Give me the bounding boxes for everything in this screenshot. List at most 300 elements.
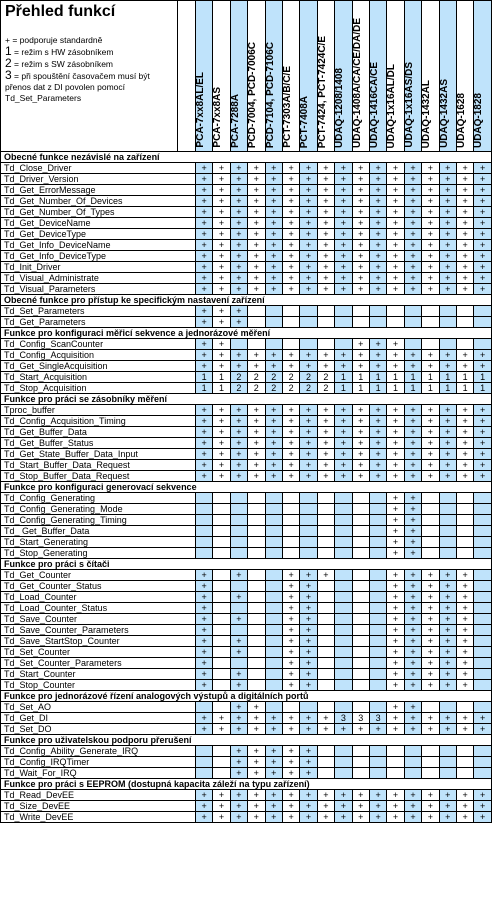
support-cell — [265, 680, 282, 691]
support-cell: + — [369, 471, 386, 482]
support-cell: + — [265, 196, 282, 207]
support-cell: + — [422, 614, 439, 625]
support-cell: + — [474, 416, 492, 427]
support-cell: + — [248, 438, 265, 449]
support-cell — [439, 339, 456, 350]
function-name: Td_Save_StartStop_Counter — [1, 636, 196, 647]
support-cell: + — [300, 416, 317, 427]
function-name: Td_Config_Acquisition_Timing — [1, 416, 196, 427]
support-cell — [300, 548, 317, 559]
support-cell — [369, 493, 386, 504]
support-cell — [456, 339, 473, 350]
support-cell: + — [265, 405, 282, 416]
support-cell: + — [387, 504, 404, 515]
support-cell: + — [248, 460, 265, 471]
function-name: Td_Get_Buffer_Status — [1, 438, 196, 449]
support-cell — [422, 746, 439, 757]
function-name: Td_Wait_For_IRQ — [1, 768, 196, 779]
support-cell — [300, 504, 317, 515]
support-cell: + — [387, 163, 404, 174]
support-cell — [474, 768, 492, 779]
support-cell: + — [230, 416, 247, 427]
support-cell: + — [230, 405, 247, 416]
table-row — [1, 361, 492, 372]
support-cell — [474, 493, 492, 504]
support-cell: + — [230, 449, 247, 460]
support-cell: + — [422, 713, 439, 724]
function-name: Td_Stop_Generating — [1, 548, 196, 559]
support-cell: + — [422, 284, 439, 295]
support-cell — [248, 614, 265, 625]
support-cell: + — [404, 251, 421, 262]
support-cell: + — [248, 163, 265, 174]
support-cell: + — [248, 174, 265, 185]
support-cell: + — [300, 427, 317, 438]
support-cell: + — [317, 801, 334, 812]
support-cell — [213, 647, 230, 658]
support-cell — [265, 515, 282, 526]
support-cell — [248, 537, 265, 548]
support-cell — [439, 317, 456, 328]
support-cell: + — [265, 438, 282, 449]
legend-text: = při spouštění časovačem musí být přenos dat z DI povolen pomocí Td_Set_Parameters — [5, 71, 150, 103]
support-cell — [439, 757, 456, 768]
support-cell: + — [474, 471, 492, 482]
support-cell: + — [335, 185, 352, 196]
support-cell: + — [456, 185, 473, 196]
support-cell — [439, 493, 456, 504]
support-cell: + — [300, 592, 317, 603]
support-cell — [352, 669, 369, 680]
support-cell — [422, 702, 439, 713]
support-cell: 1 — [352, 372, 369, 383]
column-header-label: UDAQ-1416CA/CE — [368, 61, 380, 148]
section-header-row — [1, 779, 492, 790]
support-cell — [456, 537, 473, 548]
support-cell: + — [369, 361, 386, 372]
support-cell: + — [335, 262, 352, 273]
support-cell: + — [352, 174, 369, 185]
support-cell — [369, 658, 386, 669]
support-cell: + — [352, 339, 369, 350]
support-cell: + — [387, 218, 404, 229]
support-cell: + — [230, 570, 247, 581]
support-cell: + — [230, 768, 247, 779]
support-cell: + — [195, 427, 212, 438]
support-cell: + — [474, 174, 492, 185]
support-cell: + — [195, 196, 212, 207]
support-cell: + — [352, 471, 369, 482]
support-cell: + — [422, 273, 439, 284]
support-cell — [282, 317, 299, 328]
support-cell: + — [369, 801, 386, 812]
support-cell: + — [439, 449, 456, 460]
function-name: Tproc_buffer — [1, 405, 196, 416]
support-cell: + — [195, 339, 212, 350]
support-cell: 1 — [439, 383, 456, 394]
support-cell — [422, 548, 439, 559]
support-cell: + — [439, 427, 456, 438]
support-cell — [369, 515, 386, 526]
function-name: Td_Get_ErrorMessage — [1, 185, 196, 196]
support-cell: + — [352, 284, 369, 295]
support-cell: + — [300, 669, 317, 680]
section-title: Obecné funkce nezávislé na zařízení — [1, 152, 492, 163]
support-cell: + — [265, 229, 282, 240]
support-cell: + — [282, 614, 299, 625]
table-row — [1, 746, 492, 757]
support-cell: + — [387, 801, 404, 812]
section-header-row — [1, 559, 492, 570]
support-cell — [335, 306, 352, 317]
support-cell: 1 — [335, 372, 352, 383]
support-cell: + — [230, 680, 247, 691]
table-row — [1, 713, 492, 724]
support-cell — [213, 768, 230, 779]
support-cell: + — [456, 163, 473, 174]
support-cell: + — [317, 174, 334, 185]
support-cell: + — [265, 185, 282, 196]
support-cell — [439, 537, 456, 548]
support-cell: 1 — [456, 383, 473, 394]
support-cell: + — [282, 273, 299, 284]
support-cell: + — [195, 438, 212, 449]
support-cell: + — [195, 812, 212, 823]
support-cell — [317, 625, 334, 636]
support-cell: + — [230, 592, 247, 603]
support-cell — [474, 504, 492, 515]
function-name: Td_Stop_Counter — [1, 680, 196, 691]
support-cell: + — [282, 636, 299, 647]
support-cell — [248, 306, 265, 317]
support-cell — [456, 515, 473, 526]
support-cell: + — [439, 240, 456, 251]
table-row — [1, 724, 492, 735]
support-cell: + — [230, 262, 247, 273]
column-header — [230, 1, 247, 152]
support-cell — [213, 680, 230, 691]
support-cell — [335, 548, 352, 559]
support-cell — [456, 306, 473, 317]
support-cell: + — [369, 405, 386, 416]
table-row — [1, 570, 492, 581]
support-cell — [474, 647, 492, 658]
support-cell: + — [195, 636, 212, 647]
support-cell: + — [300, 636, 317, 647]
support-cell: 2 — [230, 383, 247, 394]
table-row — [1, 702, 492, 713]
support-cell: + — [300, 229, 317, 240]
support-cell: + — [300, 438, 317, 449]
table-row — [1, 603, 492, 614]
support-cell: + — [474, 427, 492, 438]
support-cell: + — [456, 273, 473, 284]
support-cell — [248, 592, 265, 603]
function-name: Td_Read_DevEE — [1, 790, 196, 801]
support-cell: + — [282, 196, 299, 207]
support-cell: + — [439, 658, 456, 669]
table-row — [1, 196, 492, 207]
support-cell — [422, 537, 439, 548]
support-cell: + — [439, 218, 456, 229]
function-name: Td_Get_DeviceType — [1, 229, 196, 240]
support-cell — [369, 603, 386, 614]
support-cell: + — [404, 702, 421, 713]
support-cell: + — [422, 185, 439, 196]
support-cell: + — [439, 460, 456, 471]
support-cell: + — [265, 218, 282, 229]
support-cell — [335, 702, 352, 713]
table-row — [1, 647, 492, 658]
support-cell: + — [439, 724, 456, 735]
support-cell: + — [195, 647, 212, 658]
support-cell: + — [422, 229, 439, 240]
function-name: Td_Get_DeviceName — [1, 218, 196, 229]
support-cell: + — [265, 262, 282, 273]
support-cell: + — [282, 163, 299, 174]
support-cell — [195, 537, 212, 548]
table-row — [1, 240, 492, 251]
support-cell: + — [474, 801, 492, 812]
support-cell: + — [404, 812, 421, 823]
support-cell — [317, 493, 334, 504]
function-name: Td_Config_Generating_Timing — [1, 515, 196, 526]
support-cell: + — [300, 647, 317, 658]
support-cell — [282, 537, 299, 548]
support-cell — [474, 339, 492, 350]
function-name: Td_Config_ScanCounter — [1, 339, 196, 350]
legend-symbol: 3 — [5, 68, 12, 82]
support-cell: + — [230, 218, 247, 229]
table-row — [1, 680, 492, 691]
column-header — [213, 1, 230, 152]
support-cell: + — [265, 471, 282, 482]
support-cell — [352, 636, 369, 647]
table-row — [1, 636, 492, 647]
support-cell: + — [387, 548, 404, 559]
support-cell: + — [439, 713, 456, 724]
support-cell — [404, 306, 421, 317]
support-cell — [248, 515, 265, 526]
function-name: Td_Get_Number_Of_Types — [1, 207, 196, 218]
section-title: Funkce pro konfiguraci měřicí sekvence a jednorázové měření — [1, 328, 492, 339]
support-cell — [474, 757, 492, 768]
support-cell — [352, 658, 369, 669]
support-cell: + — [282, 757, 299, 768]
section-title: Funkce pro práci s čítači — [1, 559, 492, 570]
function-name: Td_Get_DI — [1, 713, 196, 724]
function-name: Td_Get_Counter_Status — [1, 581, 196, 592]
support-cell: + — [248, 702, 265, 713]
support-cell: + — [230, 636, 247, 647]
support-cell: + — [422, 405, 439, 416]
support-cell — [230, 504, 247, 515]
support-cell: + — [213, 196, 230, 207]
function-name: Td_Visual_Administrate — [1, 273, 196, 284]
support-cell: + — [387, 603, 404, 614]
support-cell: + — [195, 240, 212, 251]
section-title: Obecné funkce pro přístup ke specifickým nastavení zařízení — [1, 295, 492, 306]
support-cell — [317, 702, 334, 713]
support-cell — [369, 581, 386, 592]
table-row — [1, 449, 492, 460]
support-cell: + — [422, 603, 439, 614]
support-cell — [317, 647, 334, 658]
support-cell — [317, 526, 334, 537]
support-cell: + — [422, 163, 439, 174]
support-cell: + — [213, 317, 230, 328]
support-cell: + — [422, 174, 439, 185]
support-cell: + — [317, 251, 334, 262]
support-cell: 2 — [300, 372, 317, 383]
support-cell: + — [474, 229, 492, 240]
support-cell: + — [335, 229, 352, 240]
support-cell: + — [387, 592, 404, 603]
support-cell: + — [439, 647, 456, 658]
support-cell: + — [422, 669, 439, 680]
support-cell: + — [282, 229, 299, 240]
support-cell — [456, 548, 473, 559]
function-name: Td_Get_Parameters — [1, 317, 196, 328]
support-cell: + — [195, 581, 212, 592]
support-cell: + — [474, 405, 492, 416]
support-cell: + — [230, 273, 247, 284]
support-cell: + — [335, 350, 352, 361]
function-name: Td_Get_Number_Of_Devices — [1, 196, 196, 207]
table-row — [1, 548, 492, 559]
support-cell — [335, 493, 352, 504]
support-cell: + — [335, 790, 352, 801]
support-cell: + — [282, 581, 299, 592]
support-cell: + — [300, 658, 317, 669]
support-cell: + — [230, 757, 247, 768]
support-cell: 2 — [248, 383, 265, 394]
function-name: Td_Set_AO — [1, 702, 196, 713]
table-row — [1, 383, 492, 394]
support-cell: + — [456, 438, 473, 449]
support-cell — [422, 768, 439, 779]
support-cell: + — [213, 273, 230, 284]
support-cell: + — [282, 361, 299, 372]
support-cell — [195, 702, 212, 713]
support-cell — [195, 504, 212, 515]
support-cell: + — [213, 713, 230, 724]
support-cell: + — [404, 614, 421, 625]
support-cell — [317, 504, 334, 515]
support-cell: + — [387, 185, 404, 196]
support-cell: + — [195, 317, 212, 328]
function-name: Td_Write_DevEE — [1, 812, 196, 823]
support-cell: + — [439, 416, 456, 427]
support-cell: + — [439, 163, 456, 174]
support-cell: + — [352, 460, 369, 471]
support-cell: + — [300, 680, 317, 691]
legend-lines — [5, 35, 177, 104]
support-cell: + — [213, 339, 230, 350]
support-cell: + — [352, 273, 369, 284]
support-cell: + — [439, 350, 456, 361]
section-title: Funkce pro práci s EEPROM (dostupná kapacita záleží na typu zařízení) — [1, 779, 492, 790]
support-cell: + — [474, 460, 492, 471]
support-cell — [404, 317, 421, 328]
column-header — [369, 1, 386, 152]
support-cell: + — [213, 185, 230, 196]
support-cell: + — [265, 724, 282, 735]
support-cell — [335, 757, 352, 768]
support-cell — [369, 669, 386, 680]
support-cell: + — [317, 361, 334, 372]
support-cell — [474, 614, 492, 625]
support-cell: + — [195, 218, 212, 229]
support-cell: + — [439, 405, 456, 416]
support-cell: + — [369, 262, 386, 273]
support-cell: + — [282, 592, 299, 603]
support-cell: + — [317, 471, 334, 482]
support-cell: + — [387, 702, 404, 713]
support-cell: + — [265, 240, 282, 251]
support-cell — [282, 548, 299, 559]
support-cell: + — [456, 218, 473, 229]
column-header — [456, 1, 473, 152]
legend-item — [5, 58, 177, 70]
support-cell: + — [387, 669, 404, 680]
support-cell: + — [317, 185, 334, 196]
support-cell — [248, 647, 265, 658]
support-cell: + — [300, 471, 317, 482]
support-cell: + — [300, 262, 317, 273]
section-header-row — [1, 735, 492, 746]
support-cell — [317, 614, 334, 625]
support-cell — [213, 548, 230, 559]
support-cell: + — [195, 306, 212, 317]
support-cell: + — [213, 306, 230, 317]
support-cell — [317, 306, 334, 317]
support-cell: + — [439, 262, 456, 273]
support-cell — [369, 306, 386, 317]
support-cell — [317, 317, 334, 328]
support-cell: + — [456, 724, 473, 735]
support-cell — [248, 339, 265, 350]
support-cell: + — [300, 757, 317, 768]
support-cell — [404, 768, 421, 779]
support-cell — [213, 658, 230, 669]
support-cell: + — [352, 163, 369, 174]
support-cell — [352, 504, 369, 515]
support-cell: + — [300, 196, 317, 207]
support-cell — [335, 658, 352, 669]
support-cell — [282, 702, 299, 713]
support-cell: + — [387, 240, 404, 251]
support-cell: + — [369, 273, 386, 284]
support-cell — [439, 702, 456, 713]
support-cell — [335, 614, 352, 625]
support-cell: + — [352, 350, 369, 361]
support-cell: + — [404, 526, 421, 537]
support-cell: + — [456, 251, 473, 262]
support-cell: + — [195, 471, 212, 482]
support-cell: + — [404, 449, 421, 460]
support-cell — [265, 625, 282, 636]
legend-text: = režim s SW zásobníkem — [11, 59, 114, 69]
support-cell: + — [387, 581, 404, 592]
support-cell: + — [282, 713, 299, 724]
support-cell: + — [195, 262, 212, 273]
table-row — [1, 273, 492, 284]
support-cell: + — [439, 680, 456, 691]
support-cell: + — [195, 229, 212, 240]
table-row — [1, 438, 492, 449]
support-cell: + — [404, 196, 421, 207]
